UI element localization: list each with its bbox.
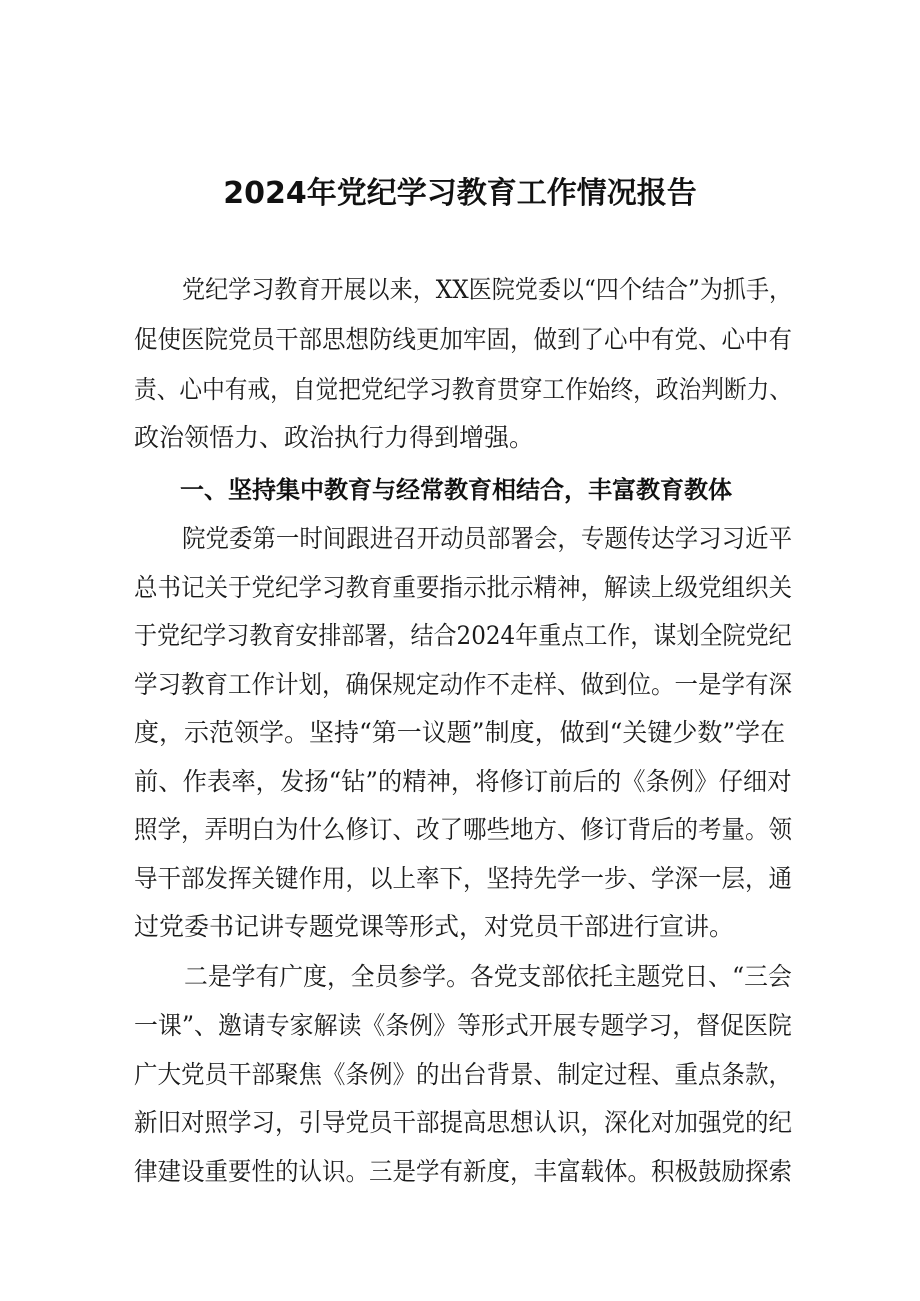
paragraph-line: 前、作表率，发扬“钻”的精神，将修订前后的《条例》仔细对 <box>134 767 792 796</box>
section-heading: 一、坚持集中教育与经常教育相结合，丰富教育教体 <box>180 476 732 504</box>
paragraph-line: 律建设重要性的认识。三是学有新度，丰富载体。积极鼓励探索 <box>134 1157 793 1186</box>
document-title: 2024年党纪学习教育工作情况报告 <box>223 176 697 211</box>
paragraph-line: 广大党员干部聚焦《条例》的出台背景、制定过程、重点条款， <box>134 1060 793 1089</box>
paragraph-line: 学习教育工作计划，确保规定动作不走样、做到位。一是学有深 <box>134 670 793 699</box>
paragraph-line: 促使医院党员干部思想防线更加牢固，做到了心中有党、心中有 <box>134 325 793 354</box>
paragraph-line: 导干部发挥关键作用，以上率下，坚持先学一步、学深一层，通 <box>134 864 793 893</box>
paragraph-line: 于党纪学习教育安排部署，结合2024年重点工作，谋划全院党纪 <box>134 621 792 650</box>
paragraph-line: 责、心中有戒，自觉把党纪学习教育贯穿工作始终，政治判断力、 <box>134 375 793 404</box>
paragraph-line: 过党委书记讲专题党课等形式，对党员干部进行宣讲。 <box>134 912 735 941</box>
paragraph-line: 照学，弄明白为什么修订、改了哪些地方、修订背后的考量。领 <box>134 815 793 844</box>
paragraph-line: 院党委第一时间跟进召开动员部署会，专题传达学习习近平 <box>182 524 793 553</box>
paragraph-line: 一课”、邀请专家解读《条例》等形式开展专题学习，督促医院 <box>134 1011 792 1040</box>
paragraph-line: 总书记关于党纪学习教育重要指示批示精神，解读上级党组织关 <box>134 573 793 602</box>
paragraph-line: 二是学有广度，全员参学。各党支部依托主题党日、“三会 <box>184 962 792 991</box>
paragraph-line: 新旧对照学习，引导党员干部提高思想认识，深化对加强党的纪 <box>134 1108 793 1137</box>
paragraph-line: 度，示范领学。坚持“第一议题”制度，做到“关键少数”学在 <box>134 718 786 747</box>
paragraph-line: 政治领悟力、政治执行力得到增强。 <box>134 423 535 452</box>
paragraph-line: 党纪学习教育开展以来，XX医院党委以“四个结合”为抓手， <box>182 275 793 304</box>
